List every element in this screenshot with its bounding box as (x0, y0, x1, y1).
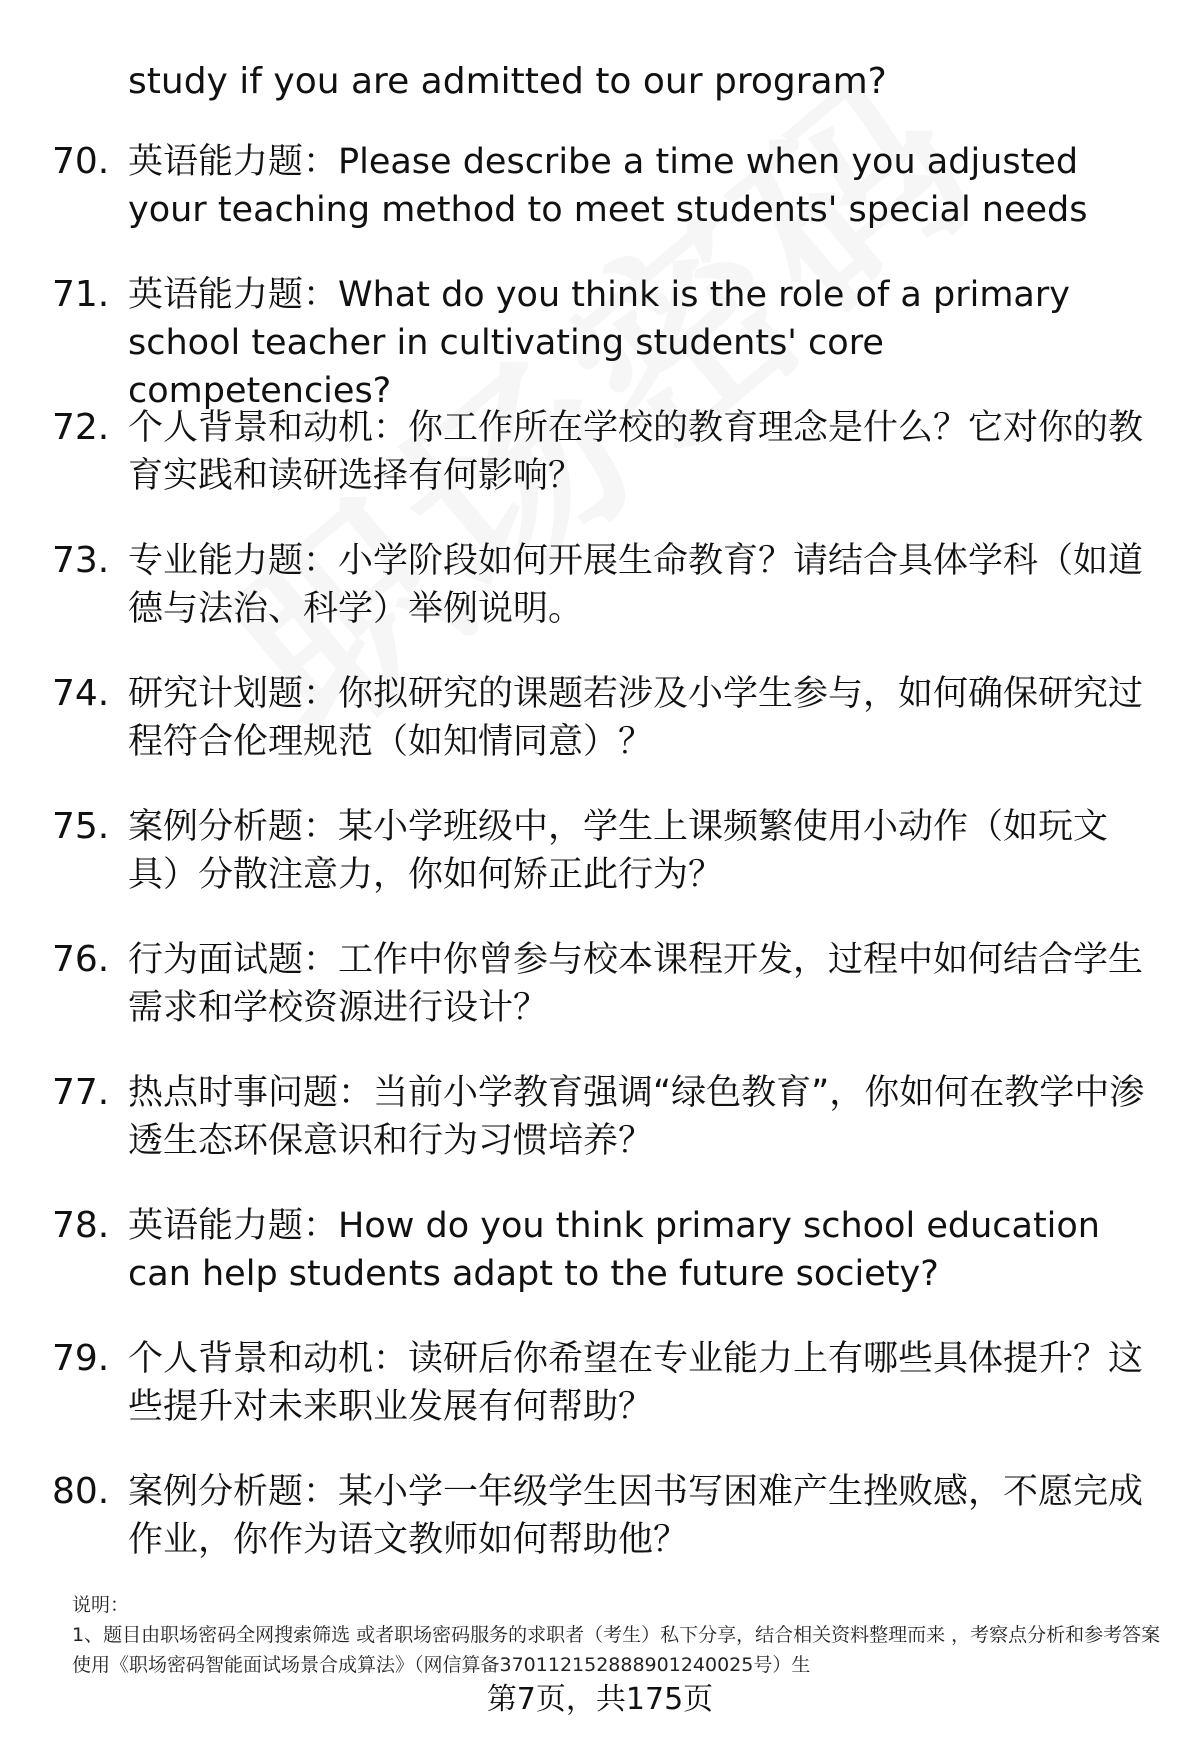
question-text: 个人背景和动机：读研后你希望在专业能力上有哪些具体提升？这些提升对未来职业发展有何帮助？ (128, 1339, 1144, 1427)
continuation-text: study if you are admitted to our program? (128, 61, 887, 102)
question-text: 案例分析题：某小学班级中，学生上课频繁使用小动作（如玩文具）分散注意力，你如何矫正此行为？ (128, 807, 1109, 895)
question-text: 热点时事问题：当前小学教育强调“绿色教育”，你如何在教学中渗透生态环保意识和行为习惯培养？ (128, 1073, 1145, 1161)
question-item (0, 1468, 1200, 1564)
question-item (0, 1335, 1200, 1431)
question-number: 73. (52, 540, 110, 581)
question-item (0, 537, 1200, 633)
question-text: 英语能力题：What do you think is the role of a primary school teacher in cultivating students' core competencies? (128, 275, 1070, 411)
question-text: 行为面试题：工作中你曾参与校本课程开发，过程中如何结合学生需求和学校资源进行设计？ (128, 940, 1144, 1028)
question-item (0, 803, 1200, 899)
question-text: 英语能力题：How do you think primary school education can help students adapt to the future society? (128, 1206, 1100, 1294)
question-item (0, 936, 1200, 1032)
page-number: 第7页，共175页 (486, 1682, 714, 1717)
question-item (0, 138, 1200, 234)
question-number: 75. (52, 806, 110, 847)
question-number: 80. (52, 1471, 110, 1512)
question-text: 专业能力题：小学阶段如何开展生命教育？请结合具体学科（如道德与法治、科学）举例说明。 (128, 541, 1144, 629)
question-list (0, 138, 1200, 1601)
question-item (0, 1069, 1200, 1165)
question-item (0, 271, 1200, 411)
question-text: 英语能力题：Please describe a time when you adjusted your teaching method to meet students' special needs (128, 142, 1088, 230)
question-number: 70. (52, 141, 110, 182)
question-number: 74. (52, 673, 110, 714)
question-text: 案例分析题：某小学一年级学生因书写困难产生挫败感，不愿完成作业，你作为语文教师如何帮助他？ (128, 1472, 1144, 1560)
notes-line: 1、题目由职场密码全网搜索筛选 或者职场密码服务的求职者（考生）私下分享，结合相关资料整理而来 ，考察点分析和参考答案使用《职场密码智能面试场景合成算法》（网信算备370112152888901240025号）生 (72, 1624, 1161, 1676)
notes-section (72, 1590, 1162, 1680)
question-text: 研究计划题：你拟研究的课题若涉及小学生参与，如何确保研究过程符合伦理规范（如知情同意）？ (128, 674, 1144, 762)
question-number: 77. (52, 1072, 110, 1113)
question-item (0, 404, 1200, 500)
question-item (0, 670, 1200, 766)
question-number: 72. (52, 407, 110, 448)
question-number: 78. (52, 1205, 110, 1246)
question-item (0, 1202, 1200, 1298)
question-number: 79. (52, 1338, 110, 1379)
question-number: 71. (52, 274, 110, 315)
question-text: 个人背景和动机：你工作所在学校的教育理念是什么？它对你的教育实践和读研选择有何影响？ (128, 408, 1144, 496)
notes-heading: 说明： (72, 1594, 130, 1616)
question-number: 76. (52, 939, 110, 980)
